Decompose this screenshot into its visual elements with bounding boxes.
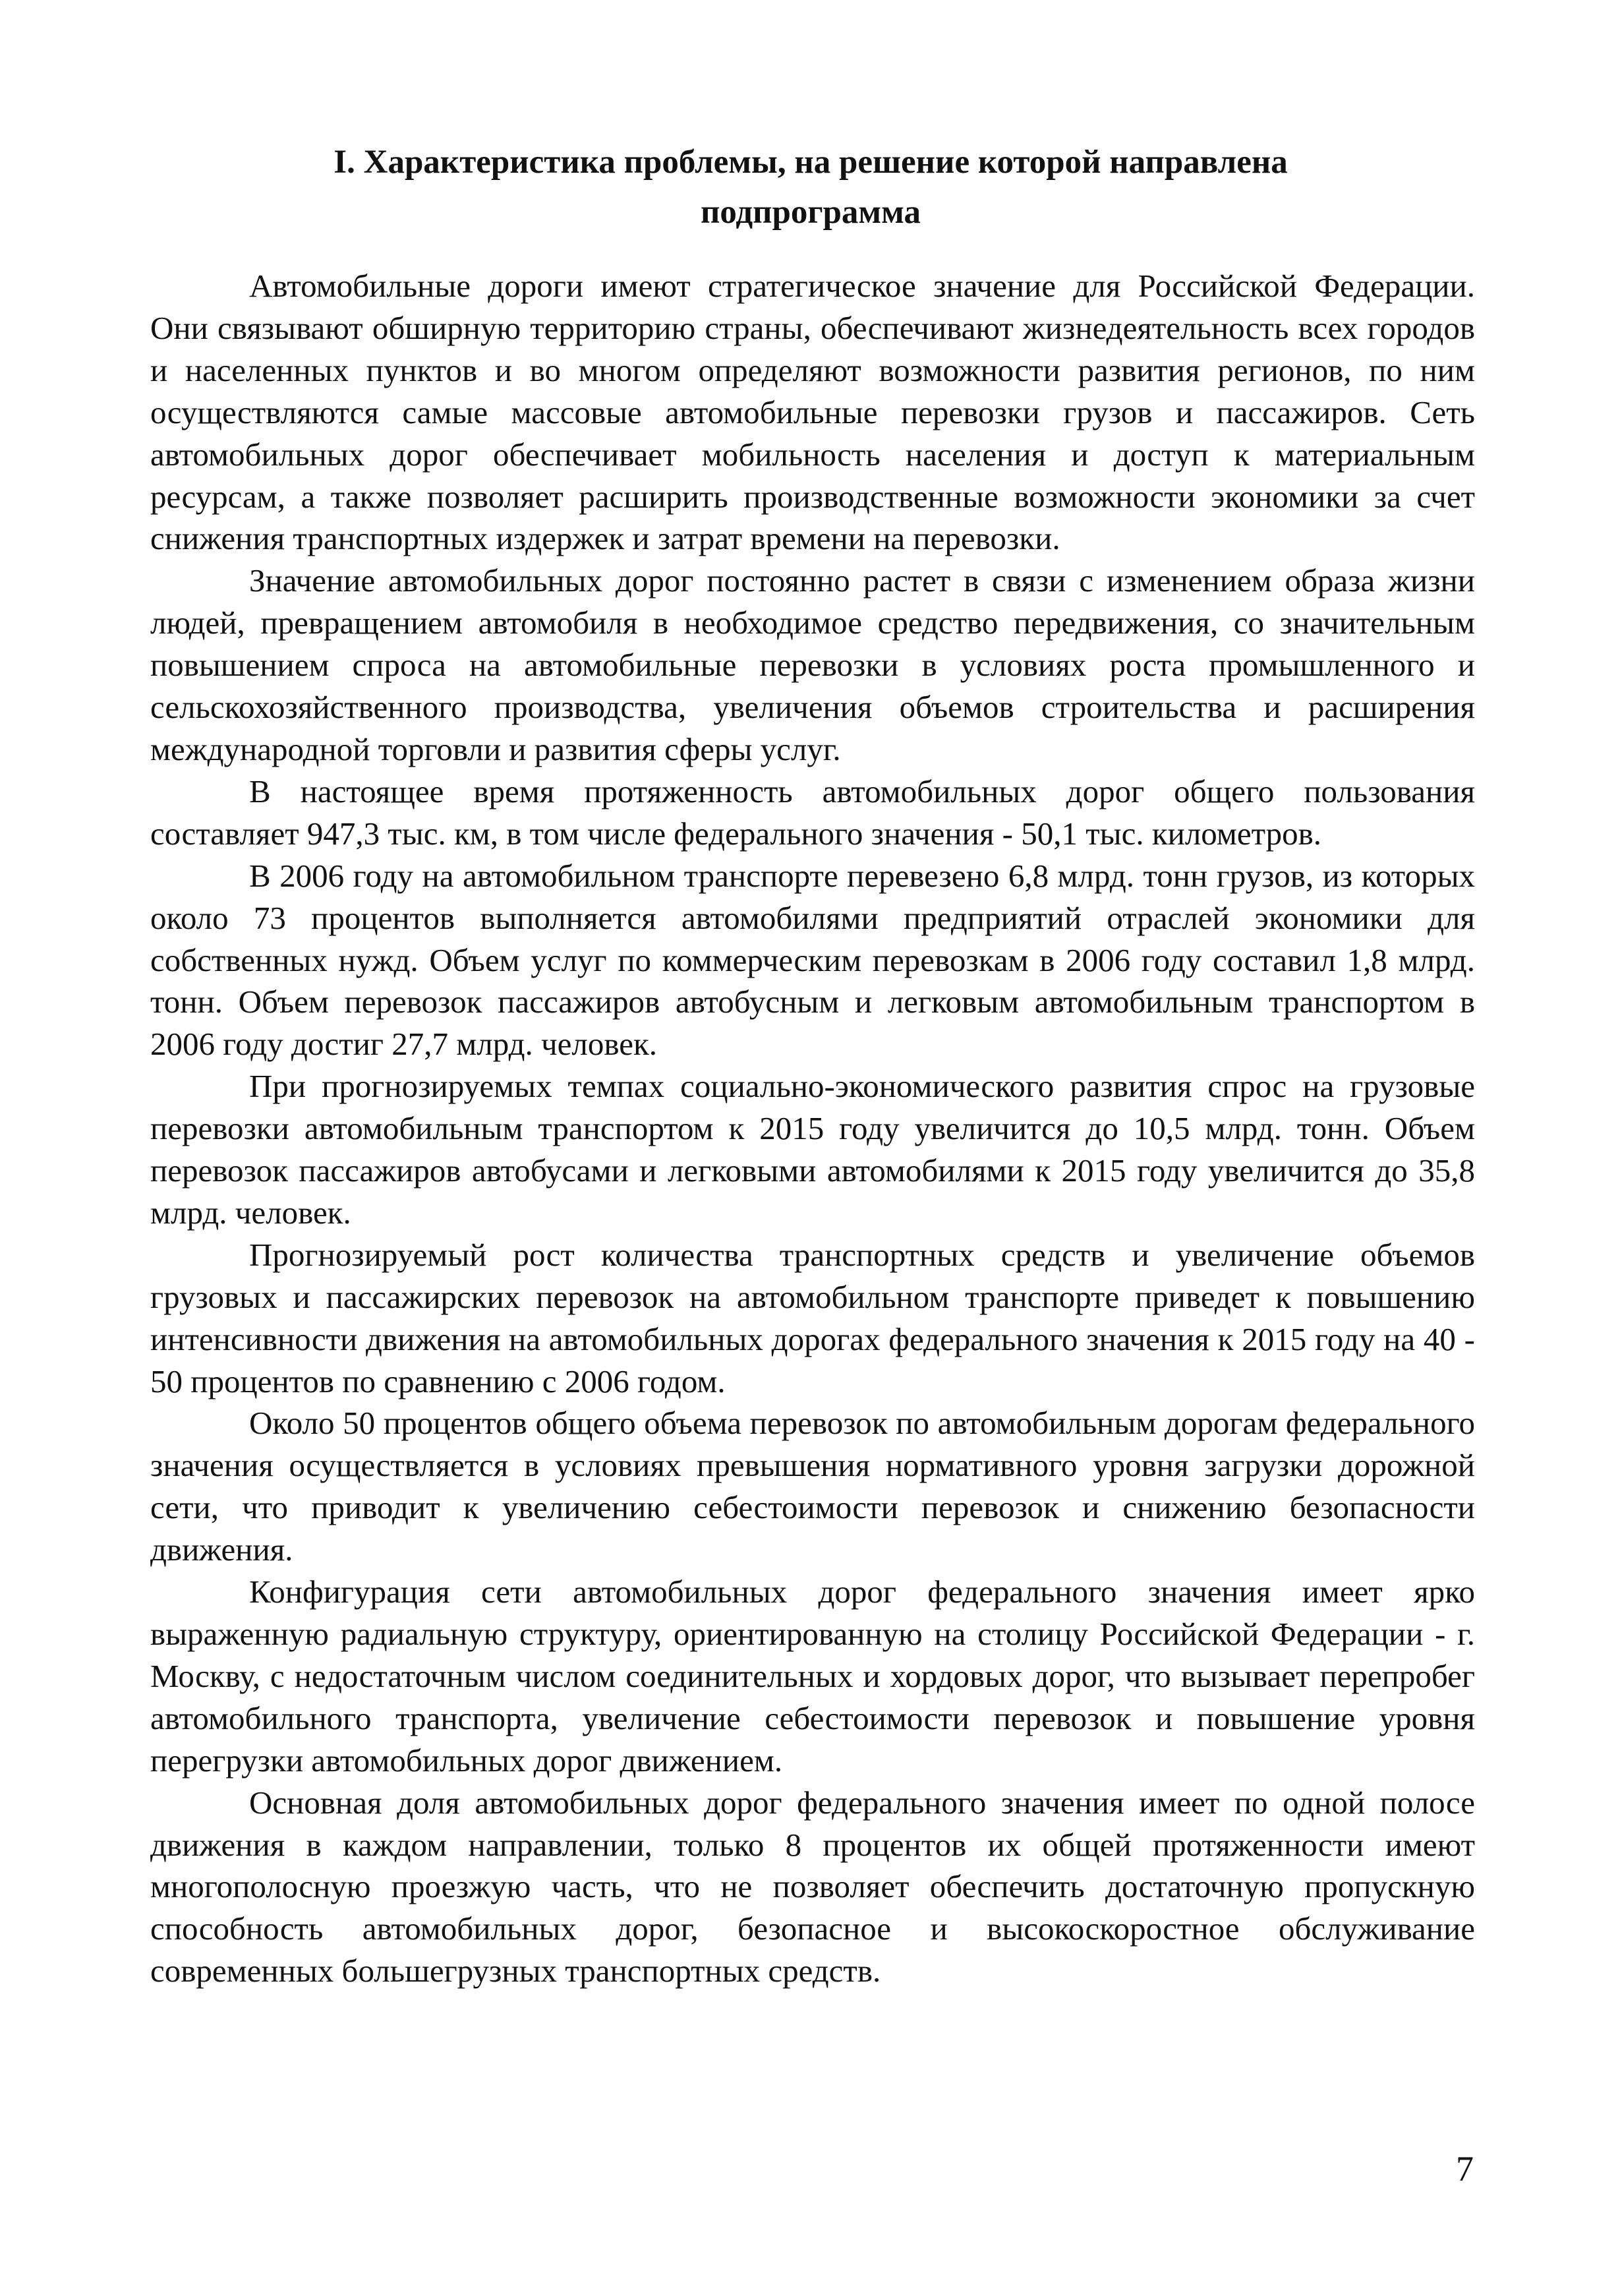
section-heading-line-2: подпрограмма [700,194,921,231]
paragraph-8: Конфигурация сети автомобильных дорог федерального значения имеет ярко выраженную радиальную структуру, ориентированную на столицу Российской Федерации - г. Москву, с недостаточным числом соединительных и хордовых дорог, что вызывает перепробег автомобильного транспорта, увеличение себестоимости перевозок и повышение уровня перегрузки автомобильных дорог движением. [150,1574,1475,1779]
paragraph-9: Основная доля автомобильных дорог федерального значения имеет по одной полосе движения в каждом направлении, только 8 процентов их общей протяженности имеют многополосную проезжую часть, что не позволяет обеспечить достаточную пропускную способность автомобильных дорог, безопасное и высокоскоростное обслуживание современных большегрузных транспортных средств. [150,1784,1475,1989]
page-number: 7 [1456,2149,1474,2189]
paragraph-2: Значение автомобильных дорог постоянно растет в связи с изменением образа жизни людей, превращением автомобиля в необходимое средство передвижения, со значительным повышением спроса на автомобильные перевозки в условиях роста промышленного и сельскохозяйственного производства, увеличения объемов строительства и расширения международной торговли и развития сферы услуг. [150,562,1475,767]
paragraph-6: Прогнозируемый рост количества транспортных средств и увеличение объемов грузовых и пассажирских перевозок на автомобильном транспорте приведет к повышению интенсивности движения на автомобильных дорогах федерального значения к 2015 году на 40 - 50 процентов по сравнению с 2006 годом. [150,1236,1475,1399]
paragraph-3: В настоящее время протяженность автомобильных дорог общего пользования составляет 947,3 тыс. км, в том числе федерального значения - 50,1 тыс. километров. [150,773,1475,852]
section-heading [250,137,1371,237]
paragraph-4: В 2006 году на автомобильном транспорте перевезено 6,8 млрд. тонн грузов, из которых около 73 процентов выполняется автомобилями предприятий отраслей экономики для собственных нужд. Объем услуг по коммерческим перевозкам в 2006 году составил 1,8 млрд. тонн. Объем перевозок пассажиров автобусным и легковым автомобильным транспортом в 2006 году достиг 27,7 млрд. человек. [150,857,1475,1063]
paragraph-1: Автомобильные дороги имеют стратегическое значение для Российской Федерации. Они связывают обширную территорию страны, обеспечивают жизнедеятельность всех городов и населенных пунктов и во многом определяют возможности развития регионов, по ним осуществляются самые массовые автомобильные перевозки грузов и пассажиров. Сеть автомобильных дорог обеспечивает мобильность населения и доступ к материальным ресурсам, а также позволяет расширить производственные возможности экономики за счет снижения транспортных издержек и затрат времени на перевозки. [150,268,1475,557]
paragraph-5: При прогнозируемых темпах социально-экономического развития спрос на грузовые перевозки автомобильным транспортом к 2015 году увеличится до 10,5 млрд. тонн. Объем перевозок пассажиров автобусами и легковыми автомобилями к 2015 году увеличится до 35,8 млрд. человек. [150,1068,1475,1231]
body-text [150,265,1475,1992]
paragraph-7: Около 50 процентов общего объема перевозок по автомобильным дорогам федерального значения осуществляется в условиях превышения нормативного уровня загрузки дорожной сети, что приводит к увеличению себестоимости перевозок и снижению безопасности движения. [150,1405,1475,1568]
section-heading-line-1: I. Характеристика проблемы, на решение которой направлена [333,144,1288,181]
